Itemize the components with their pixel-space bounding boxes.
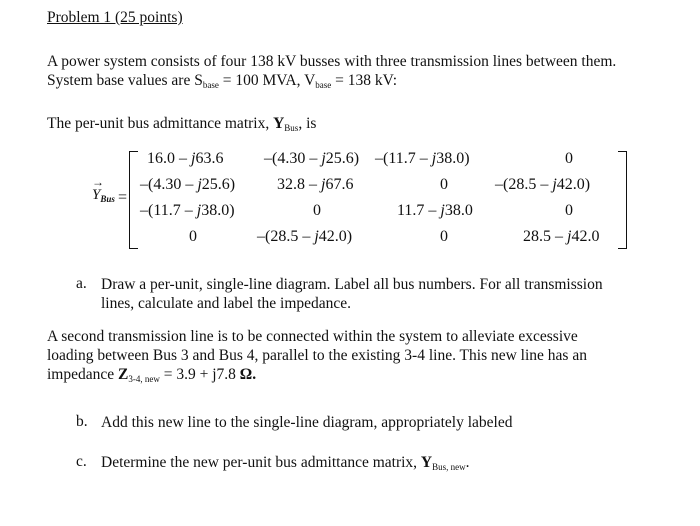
ybus-subscript: Bus	[284, 123, 299, 133]
matrix-label-y: Y	[92, 187, 101, 203]
part-a-line-2: lines, calculate and label the impedance.	[101, 295, 352, 312]
second-line-text-2: loading between Bus 3 and Bus 4, parallel to the existing 3-4 line. This new line has an	[47, 347, 587, 364]
matrix-intro	[47, 114, 316, 135]
z-subscript: 3-4, new	[128, 374, 160, 384]
matrix-cell-2-1: –(4.30 – j25.6)	[140, 176, 236, 193]
matrix-cell-1-4: 0	[565, 150, 573, 167]
ohm-symbol: Ω.	[239, 366, 257, 383]
part-a-letter: a.	[76, 275, 87, 292]
intro-paragraph	[47, 52, 616, 92]
intro-line-2	[47, 71, 616, 92]
matrix-cell-2-4: –(28.5 – j42.0)	[495, 176, 591, 193]
matrix-cell-3-1: –(11.7 – j38.0)	[140, 202, 235, 219]
problem-title: Problem 1 (25 points)	[47, 9, 183, 26]
ybus-new-symbol: Y	[420, 454, 433, 471]
part-b-text: Add this new line to the single-line diagram, appropriately labeled	[101, 414, 513, 431]
intro-line-2-end: = 138 kV:	[331, 72, 397, 89]
part-c-prefix: Determine the new per-unit bus admittance matrix,	[101, 454, 421, 471]
s-base-subscript: base	[202, 80, 219, 90]
part-a-line-1: Draw a per-unit, single-line diagram. Label all bus numbers. For all transmission	[101, 276, 603, 293]
matrix-cell-4-2: –(28.5 – j42.0)	[257, 228, 353, 245]
matrix-label	[92, 175, 115, 204]
part-a-text	[101, 275, 603, 313]
matrix-cell-1-3: –(11.7 – j38.0)	[375, 150, 470, 167]
matrix-cell-3-4: 0	[565, 202, 573, 219]
matrix-cell-1-2: –(4.30 – j25.6)	[264, 150, 360, 167]
matrix-cell-3-2: 0	[313, 202, 321, 219]
equals-sign: =	[118, 189, 128, 206]
matrix-cell-1-1: 16.0 – j63.6	[147, 150, 224, 167]
intro-line-1: A power system consists of four 138 kV busses with three transmission lines between them.	[47, 53, 617, 70]
intro-line-2-mid: = 100 MVA, V	[218, 72, 316, 89]
matrix-intro-end: , is	[298, 115, 317, 132]
part-c-text	[101, 453, 470, 474]
matrix-cell-4-4: 28.5 – j42.0	[523, 228, 600, 245]
second-line-text-3	[47, 365, 587, 386]
ybus-new-subscript: Bus, new	[432, 462, 466, 472]
matrix-label-subscript: Bus	[100, 194, 115, 204]
matrix-left-bracket	[129, 151, 138, 249]
matrix-right-bracket	[618, 151, 627, 249]
second-line-paragraph	[47, 327, 587, 386]
vector-arrow-icon: →	[92, 175, 104, 189]
impedance-value: = 3.9 + j7.8	[159, 366, 240, 383]
matrix-cell-2-2: 32.8 – j67.6	[277, 176, 354, 193]
matrix-intro-text: The per-unit bus admittance matrix,	[47, 115, 274, 132]
part-b-letter: b.	[76, 413, 88, 430]
ybus-symbol: Y	[273, 115, 285, 132]
matrix-cell-2-3: 0	[440, 176, 448, 193]
impedance-label: impedance	[47, 366, 119, 383]
matrix-cell-4-3: 0	[440, 228, 448, 245]
matrix-cell-3-3: 11.7 – j38.0	[397, 202, 473, 219]
matrix-cell-4-1: 0	[189, 228, 197, 245]
z-symbol: Z	[118, 366, 129, 383]
part-c-letter: c.	[76, 453, 87, 470]
second-line-text-1: A second transmission line is to be connected within the system to alleviate excessive	[47, 328, 578, 345]
v-base-subscript: base	[315, 80, 332, 90]
intro-line-2-text: System base values are S	[47, 72, 203, 89]
part-c-end: .	[465, 454, 470, 471]
